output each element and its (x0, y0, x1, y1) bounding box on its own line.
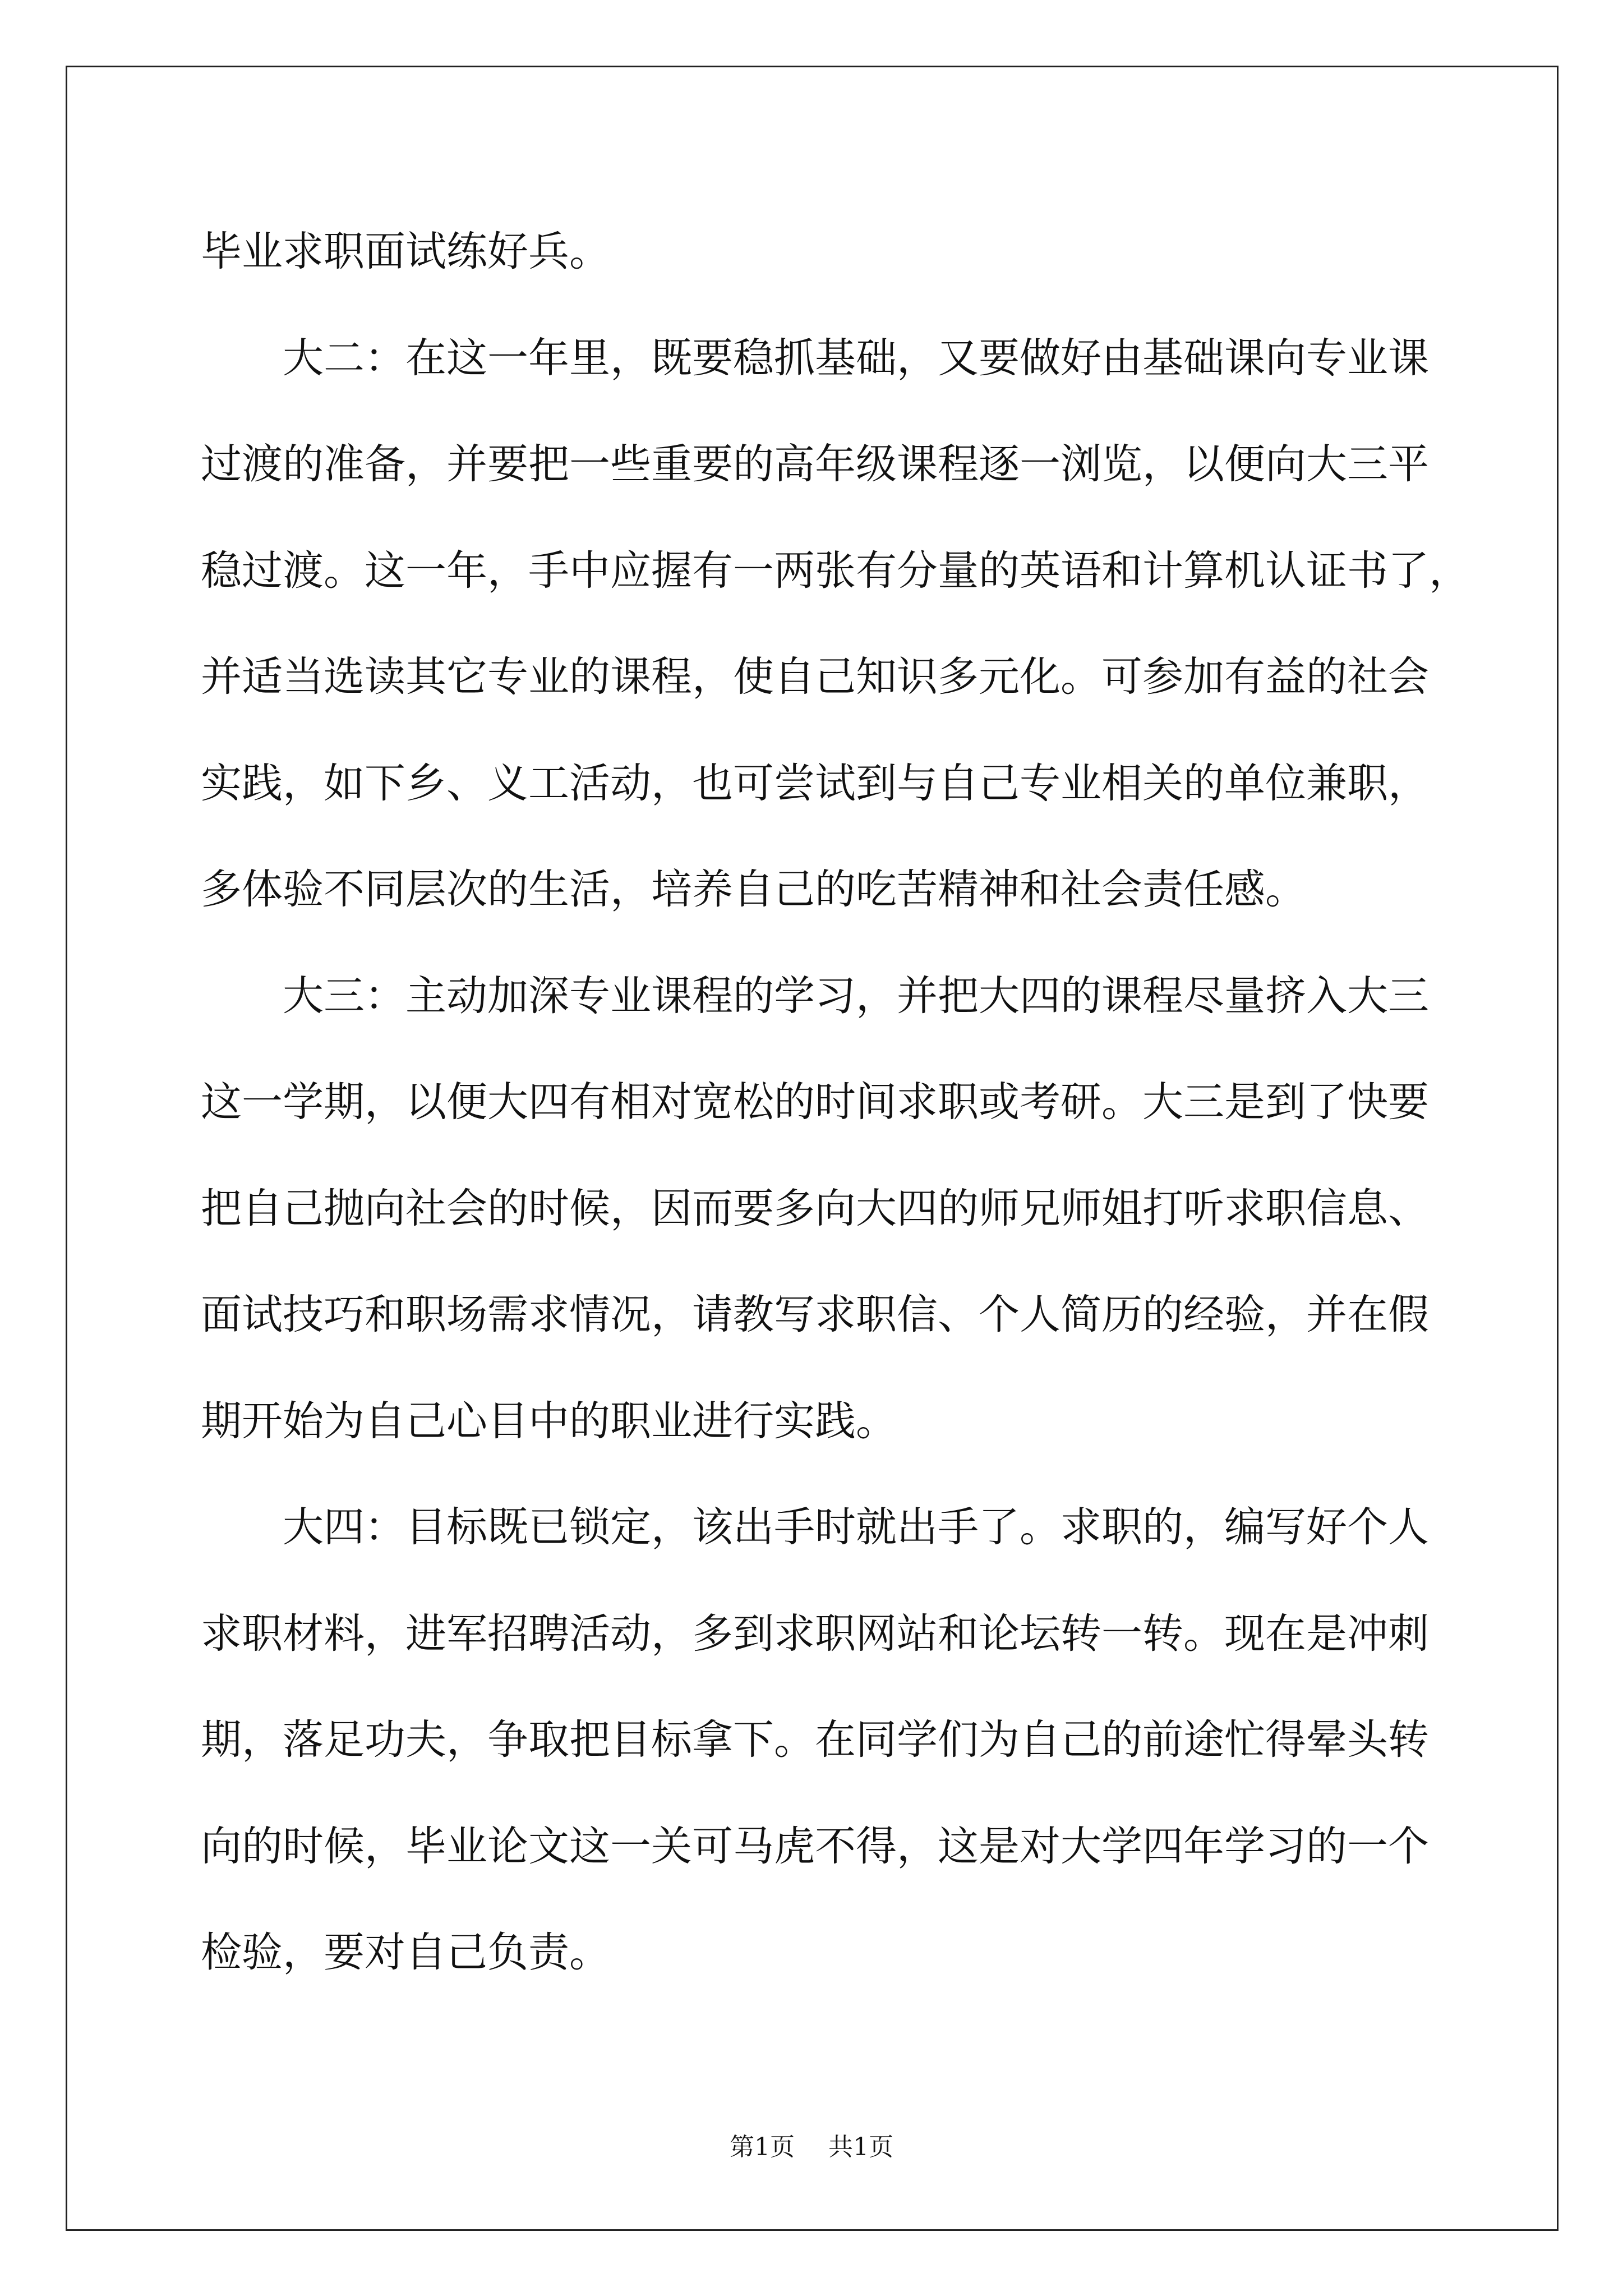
paragraph (201, 199, 1491, 305)
text-line: 面试技巧和职场需求情况，请教写求职信、个人简历的经验，并在假 (201, 1291, 1429, 1338)
page-total: 共1页 (828, 2133, 893, 2161)
text-line: 求职材料，进军招聘活动，多到求职网站和论坛转一转。现在是冲刺 (201, 1609, 1429, 1658)
text-line: 毕业求职面试练好兵。 (201, 228, 610, 275)
page-footer (0, 2132, 1623, 2163)
text-line: 多体验不同层次的生活，培养自己的吃苦精神和社会责任感。 (201, 866, 1306, 913)
text-line: 并适当选读其它专业的课程，使自己知识多元化。可参加有益的社会 (201, 653, 1429, 701)
text-line: 稳过渡。这一年，手中应握有一两张有分量的英语和计算机认证书了， (201, 546, 1470, 595)
paragraph (201, 943, 1491, 1475)
text-line: 过渡的准备，并要把一些重要的高年级课程逐一浏览，以便向大三平 (201, 440, 1429, 488)
paragraph (201, 305, 1491, 943)
document-body (201, 199, 1491, 2006)
page-number: 第1页 (730, 2133, 795, 2161)
paragraph (201, 1474, 1491, 2006)
text-line: 检验，要对自己负责。 (201, 1929, 610, 1976)
text-line: 期，落足功夫，争取把目标拿下。在同学们为自己的前途忙得晕头转 (201, 1716, 1429, 1764)
text-line: 向的时候，毕业论文这一关可马虎不得，这是对大学四年学习的一个 (201, 1822, 1429, 1870)
text-line: 大三：主动加深专业课程的学习，并把大四的课程尽量挤入大三 (283, 972, 1429, 1020)
text-line: 大四：目标既已锁定，该出手时就出手了。求职的，编写好个人 (283, 1503, 1429, 1551)
text-line: 把自己抛向社会的时候，因而要多向大四的师兄师姐打听求职信息、 (201, 1184, 1429, 1232)
text-line: 大二：在这一年里，既要稳抓基础，又要做好由基础课向专业课 (283, 334, 1429, 382)
text-line: 实践，如下乡、义工活动，也可尝试到与自己专业相关的单位兼职， (201, 759, 1429, 807)
text-line: 期开始为自己心目中的职业进行实践。 (201, 1397, 897, 1445)
text-line: 这一学期，以便大四有相对宽松的时间求职或考研。大三是到了快要 (201, 1078, 1429, 1126)
